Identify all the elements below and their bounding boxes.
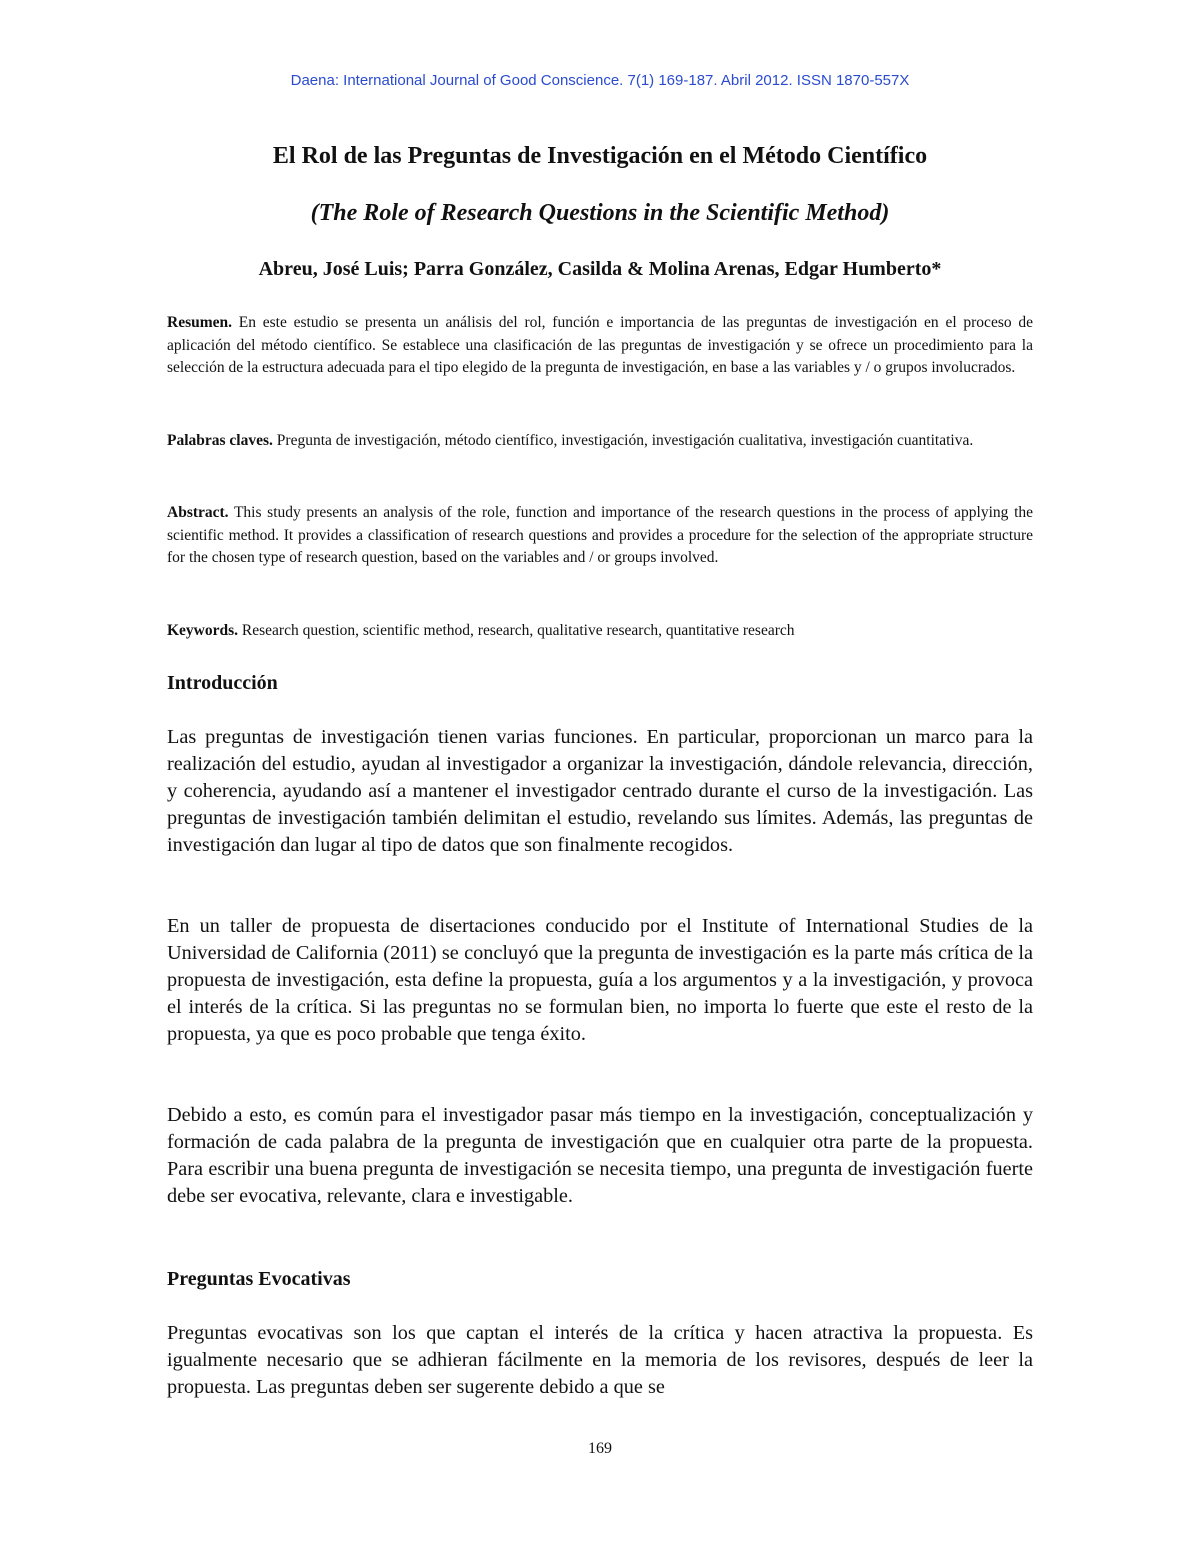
abstract-label: Abstract. <box>167 504 229 521</box>
section-heading-preguntas-evocativas: Preguntas Evocativas <box>167 1268 351 1290</box>
abstract-block <box>167 502 1033 570</box>
section-heading-introduccion: Introducción <box>167 672 278 694</box>
article-subtitle: (The Role of Research Questions in the Scientific Method) <box>310 200 890 226</box>
palabras-claves-block <box>167 430 1033 453</box>
keywords-block <box>167 620 1033 643</box>
palabras-claves-text: Pregunta de investigación, método científico, investigación, investigación cualitativa, investigación cuantitativa. <box>272 432 974 449</box>
keywords-text: Research question, scientific method, research, qualitative research, quantitative research <box>238 622 795 639</box>
article-authors: Abreu, José Luis; Parra González, Casilda & Molina Arenas, Edgar Humberto* <box>258 258 942 280</box>
evocativas-paragraph-1: Preguntas evocativas son los que captan el interés de la crítica y hacen atractiva la propuesta. Es igualmente necesario que se adhieran fácilmente en la memoria de los revisores, después de leer la propuesta. Las preguntas deben ser sugerente debido a que se <box>167 1322 1033 1398</box>
abstract-text: This study presents an analysis of the role, function and importance of the research questions in the process of applying the scientific method. It provides a classification of research questions and provides a procedure for the selection of the appropriate structure for the chosen type of research question, based on the variables and / or groups involved. <box>167 504 1033 566</box>
resumen-label: Resumen. <box>167 314 233 331</box>
intro-paragraph-2: En un taller de propuesta de disertaciones conducido por el Institute of International Studies de la Universidad de California (2011) se concluyó que la pregunta de investigación es la parte más crítica de la propuesta de investigación, esta define la propuesta, guía a los argumentos y a la investigación, y provoca el interés de la crítica. Si las preguntas no se formulan bien, no importa lo fuerte que este el resto de la propuesta, ya que es poco probable que tenga éxito. <box>167 915 1033 1045</box>
intro-paragraph-3: Debido a esto, es común para el investigador pasar más tiempo en la investigación, conceptualización y formación de cada palabra de la pregunta de investigación que en cualquier otra parte de la propuesta. Para escribir una buena pregunta de investigación se necesita tiempo, una pregunta de investigación fuerte debe ser evocativa, relevante, clara e investigable. <box>167 1104 1033 1207</box>
keywords-label: Keywords. <box>167 622 239 639</box>
page-number: 169 <box>588 1440 612 1457</box>
intro-paragraph-1: Las preguntas de investigación tienen varias funciones. En particular, proporcionan un marco para la realización del estudio, ayudan al investigador a organizar la investigación, dándole relevancia, dirección, y coherencia, ayudando así a mantener el investigador centrado durante el curso de la investigación. Las preguntas de investigación también delimitan el estudio, revelando sus límites. Además, las preguntas de investigación dan lugar al tipo de datos que son finalmente recogidos. <box>167 726 1033 856</box>
journal-header: Daena: International Journal of Good Conscience. 7(1) 169-187. Abril 2012. ISSN 1870-557X <box>290 72 910 89</box>
palabras-claves-label: Palabras claves. <box>167 432 273 449</box>
article-title: El Rol de las Preguntas de Investigación en el Método Científico <box>272 143 928 169</box>
resumen-text: En este estudio se presenta un análisis del rol, función e importancia de las preguntas de investigación en el proceso de aplicación del método científico. Se establece una clasificación de las preguntas de investigación y se ofrece un procedimiento para la selección de la estructura adecuada para el tipo elegido de la pregunta de investigación, en base a las variables y / o grupos involucrados. <box>167 314 1033 376</box>
resumen-block <box>167 312 1033 380</box>
